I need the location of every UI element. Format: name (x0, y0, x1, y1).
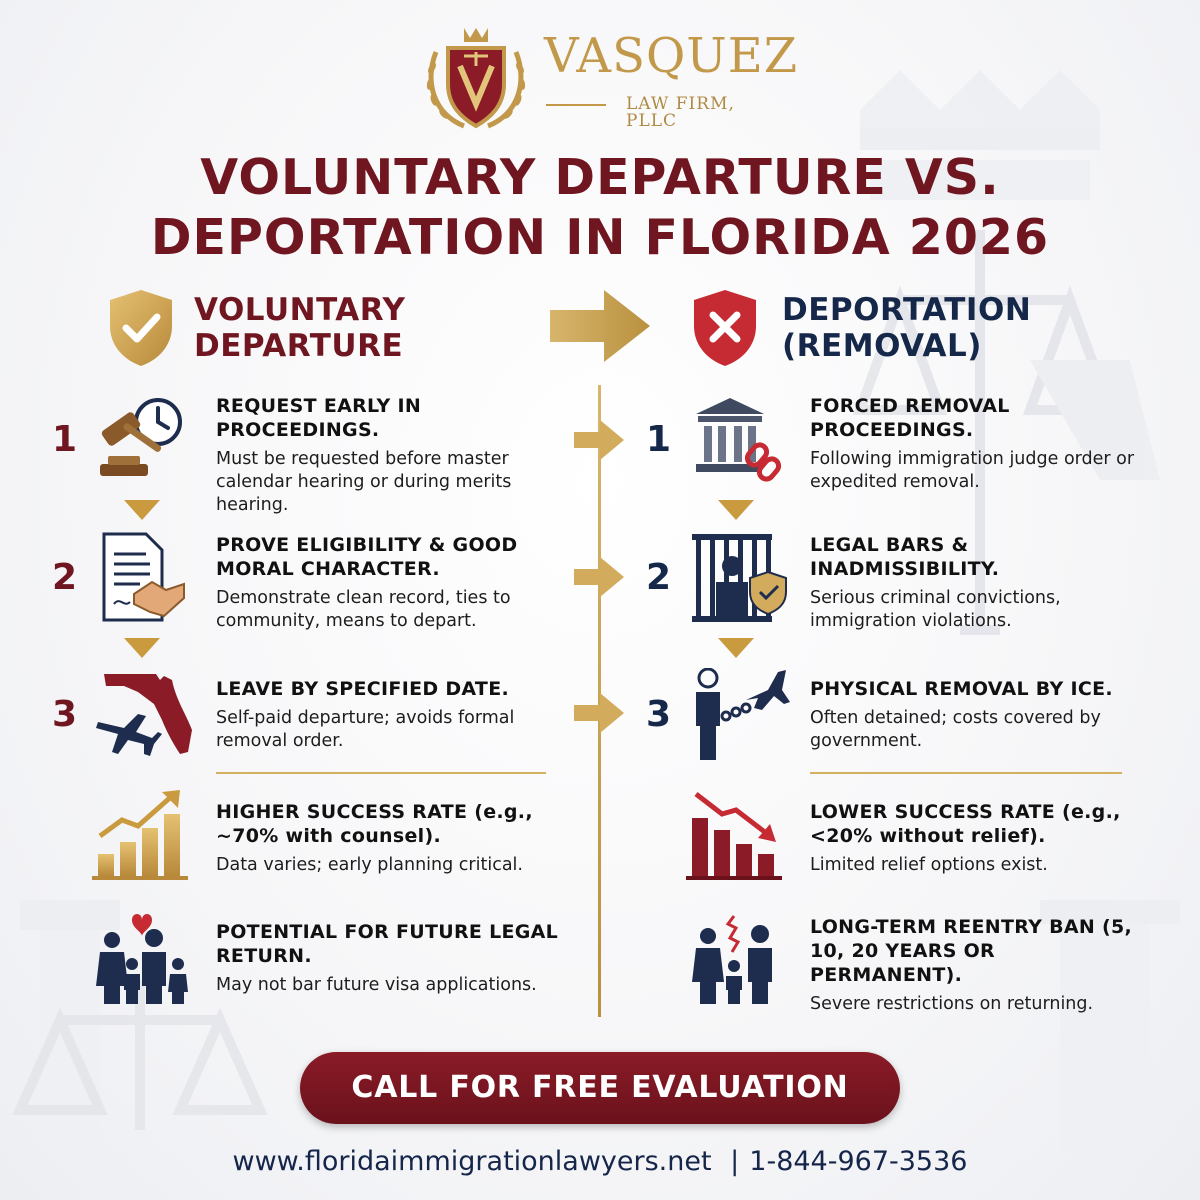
right-step-3-desc: Often detained; costs covered by government. (810, 708, 1101, 751)
falling-bar-chart-icon (686, 788, 784, 884)
down-arrow-icon (718, 500, 754, 520)
footer-separator: | (730, 1146, 740, 1177)
free-evaluation-button[interactable] (300, 1052, 900, 1124)
row-arrow-icon (574, 693, 624, 733)
right-section-divider (810, 772, 1122, 774)
right-outcome-1 (810, 800, 1140, 877)
right-step-3-title: PHYSICAL REMOVAL BY ICE. (810, 678, 1113, 700)
right-step-1-desc: Following immigration judge order or expedited removal. (810, 449, 1135, 492)
firm-name: VASQUEZ (544, 28, 799, 84)
right-step-1 (810, 394, 1140, 494)
right-step-1-title: FORCED REMOVAL PROCEEDINGS. (810, 395, 1010, 441)
right-step-number-1: 1 (646, 419, 672, 460)
family-heart-icon (92, 912, 192, 1006)
right-step-2-title: LEGAL BARS & INADMISSIBILITY. (810, 534, 1000, 580)
left-outcome-2-desc: May not bar future visa applications. (216, 975, 537, 995)
down-arrow-icon (124, 500, 160, 520)
gavel-clock-icon (96, 396, 188, 482)
left-section-divider (216, 772, 546, 774)
right-step-2 (810, 533, 1140, 633)
handcuffed-person-plane-icon (692, 668, 792, 764)
center-arrow-icon (548, 288, 652, 364)
voluntary-departure-header (106, 288, 486, 368)
down-arrow-icon (124, 638, 160, 658)
shield-check-icon (106, 288, 176, 368)
document-handshake-icon (100, 532, 190, 624)
row-arrow-icon (574, 420, 624, 460)
right-step-number-3: 3 (646, 694, 672, 735)
jail-shield-icon (690, 532, 790, 624)
voluntary-departure-title: VOLUNTARY DEPARTURE (194, 292, 406, 364)
page-title-line-2: DEPORTATION IN FLORIDA 2026 (150, 209, 1050, 266)
left-step-number-1: 1 (52, 419, 78, 460)
left-outcome-2 (216, 920, 566, 997)
right-outcome-1-title: LOWER SUCCESS RATE (e.g., <20% without relief). (810, 801, 1121, 847)
phone-link[interactable]: 1-844-967-3536 (749, 1146, 968, 1177)
left-step-2 (216, 533, 566, 633)
shield-x-icon (690, 288, 760, 368)
courthouse-chain-icon (694, 396, 784, 486)
right-outcome-2-title: LONG-TERM REENTRY BAN (5, 10, 20 YEARS OR PERMANENT). (810, 916, 1133, 986)
left-step-number-2: 2 (52, 557, 78, 598)
deportation-header (690, 288, 1110, 368)
left-outcome-1-desc: Data varies; early planning critical. (216, 855, 523, 875)
left-step-1-title: REQUEST EARLY IN PROCEEDINGS. (216, 395, 422, 441)
left-outcome-1 (216, 800, 566, 877)
left-step-2-desc: Demonstrate clean record, ties to community, means to depart. (216, 588, 511, 631)
left-step-2-title: PROVE ELIGIBILITY & GOOD MORAL CHARACTER. (216, 534, 518, 580)
deportation-title: DEPORTATION (REMOVAL) (782, 292, 1032, 364)
laurel-crest-icon (420, 22, 532, 134)
left-step-3-desc: Self-paid departure; avoids formal removal order. (216, 708, 515, 751)
florida-plane-icon (94, 670, 198, 760)
left-outcome-2-title: POTENTIAL FOR FUTURE LEGAL RETURN. (216, 921, 559, 967)
page-title-line-1: VOLUNTARY DEPARTURE VS. (200, 149, 1000, 206)
free-evaluation-button-label: CALL FOR FREE EVALUATION (351, 1070, 849, 1105)
left-step-1 (216, 394, 566, 517)
logo-divider (546, 104, 606, 106)
row-arrow-icon (574, 557, 624, 597)
right-step-number-2: 2 (646, 557, 672, 598)
contact-footer (0, 1146, 1200, 1177)
separated-family-icon (688, 912, 784, 1006)
website-link[interactable]: www.floridaimmigrationlawyers.net (232, 1146, 712, 1177)
firm-subtitle: LAW FIRM, PLLC (626, 94, 735, 131)
right-outcome-1-desc: Limited relief options exist. (810, 855, 1048, 875)
rising-bar-chart-icon (92, 788, 190, 884)
left-outcome-1-title: HIGHER SUCCESS RATE (e.g., ~70% with counsel). (216, 801, 533, 847)
right-outcome-2 (810, 915, 1140, 1016)
left-step-1-desc: Must be requested before master calendar hearing or during merits hearing. (216, 449, 512, 515)
right-outcome-2-desc: Severe restrictions on returning. (810, 994, 1094, 1014)
right-step-3 (810, 677, 1140, 753)
page-title (0, 148, 1200, 268)
firm-logo (420, 22, 799, 134)
left-step-3 (216, 677, 566, 753)
left-step-number-3: 3 (52, 694, 78, 735)
left-step-3-title: LEAVE BY SPECIFIED DATE. (216, 678, 509, 700)
right-step-2-desc: Serious criminal convictions, immigration violations. (810, 588, 1061, 631)
down-arrow-icon (718, 638, 754, 658)
